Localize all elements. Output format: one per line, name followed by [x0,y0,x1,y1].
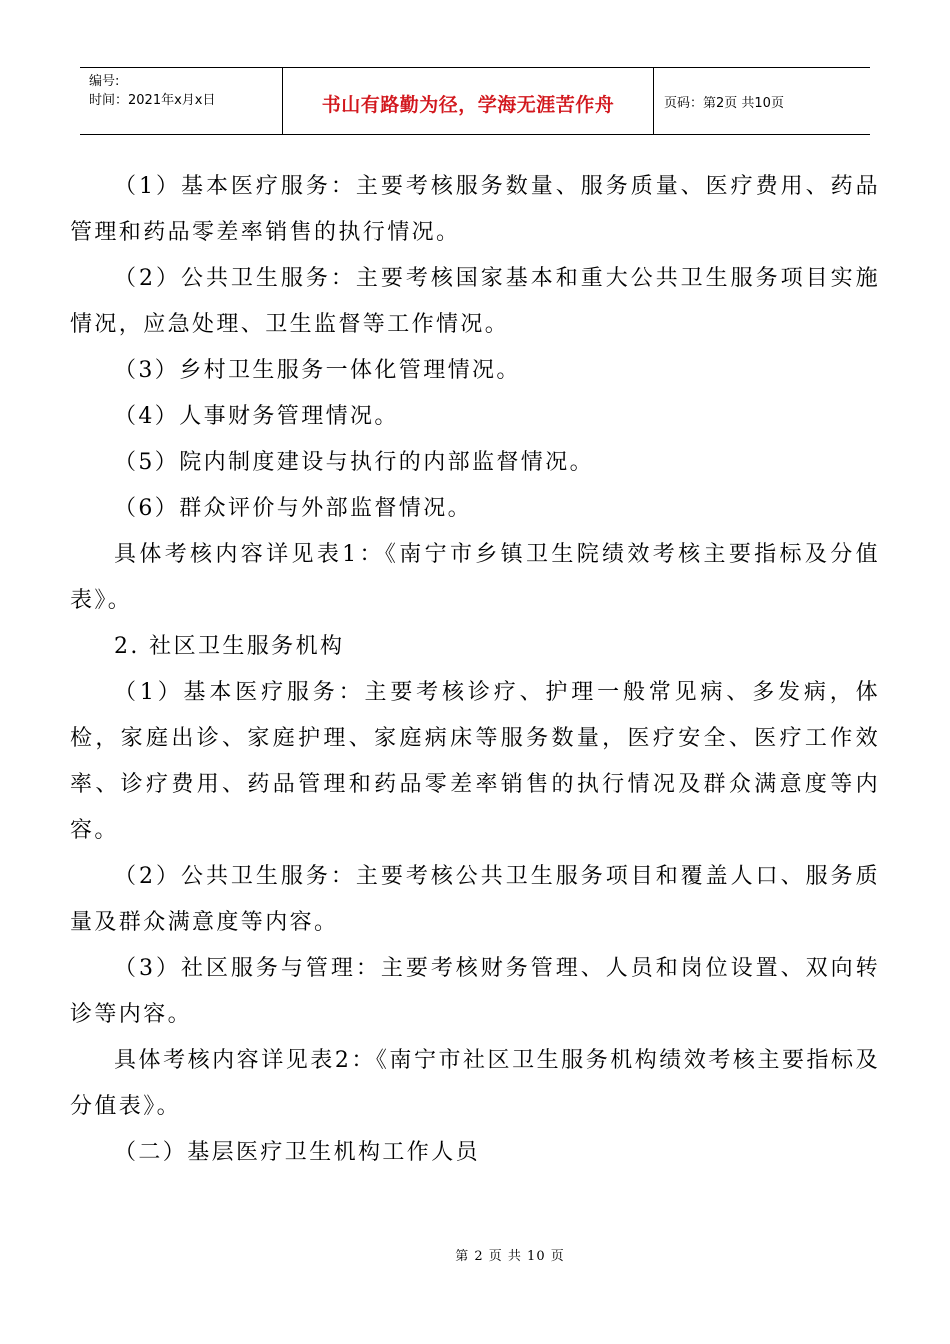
section-heading-staff: （二）基层医疗卫生机构工作人员 [114,1140,481,1165]
document-date: 时间：2021年x月x日 [89,93,216,108]
paragraph-hr-finance: （4）人事财务管理情况。 [114,404,399,429]
paragraph-community-public-health: （2）公共卫生服务：主要考核公共卫生服务项目和覆盖人口、服务质量及群众满意度等内容。 [70,864,880,935]
paragraph-public-health-service: （2）公共卫生服务：主要考核国家基本和重大公共卫生服务项目实施情况，应急处理、卫生监督等工作情况。 [70,266,880,337]
paragraph-public-evaluation: （6）群众评价与外部监督情况。 [114,496,472,521]
paragraph-community-basic-medical: （1）基本医疗服务：主要考核诊疗、护理一般常见病、多发病，体检，家庭出诊、家庭护理、家庭病床等服务数量，医疗安全、医疗工作效率、诊疗费用、药品管理和药品零差率销售的执行情况及群众满意度等内容。 [70,680,880,843]
paragraph-internal-supervision: （5）院内制度建设与执行的内部监督情况。 [114,450,594,475]
header-slogan-cell [283,68,654,134]
page-footer: 第 2 页 共 10 页 [455,1249,565,1264]
paragraph-table1-reference: 具体考核内容详见表1：《南宁市乡镇卫生院绩效考核主要指标及分值表》。 [70,542,880,613]
header-slogan: 书山有路勤为径，学海无涯苦作舟 [321,93,615,116]
document-body [70,164,880,1176]
page-header [80,67,870,135]
paragraph-community-management: （3）社区服务与管理：主要考核财务管理、人员和岗位设置、双向转诊等内容。 [70,956,880,1027]
section-heading-community: 2. 社区卫生服务机构 [114,634,345,659]
paragraph-table2-reference: 具体考核内容详见表2：《南宁市社区卫生服务机构绩效考核主要指标及分值表》。 [70,1048,880,1119]
paragraph-basic-medical-service: （1）基本医疗服务：主要考核服务数量、服务质量、医疗费用、药品管理和药品零差率销售的执行情况。 [70,174,880,245]
header-page-cell [654,68,870,134]
paragraph-rural-integration: （3）乡村卫生服务一体化管理情况。 [114,358,521,383]
document-number-label: 编号: [89,74,120,89]
header-page-info: 页码：第2页 共10页 [664,95,784,111]
header-meta-cell [80,68,283,134]
